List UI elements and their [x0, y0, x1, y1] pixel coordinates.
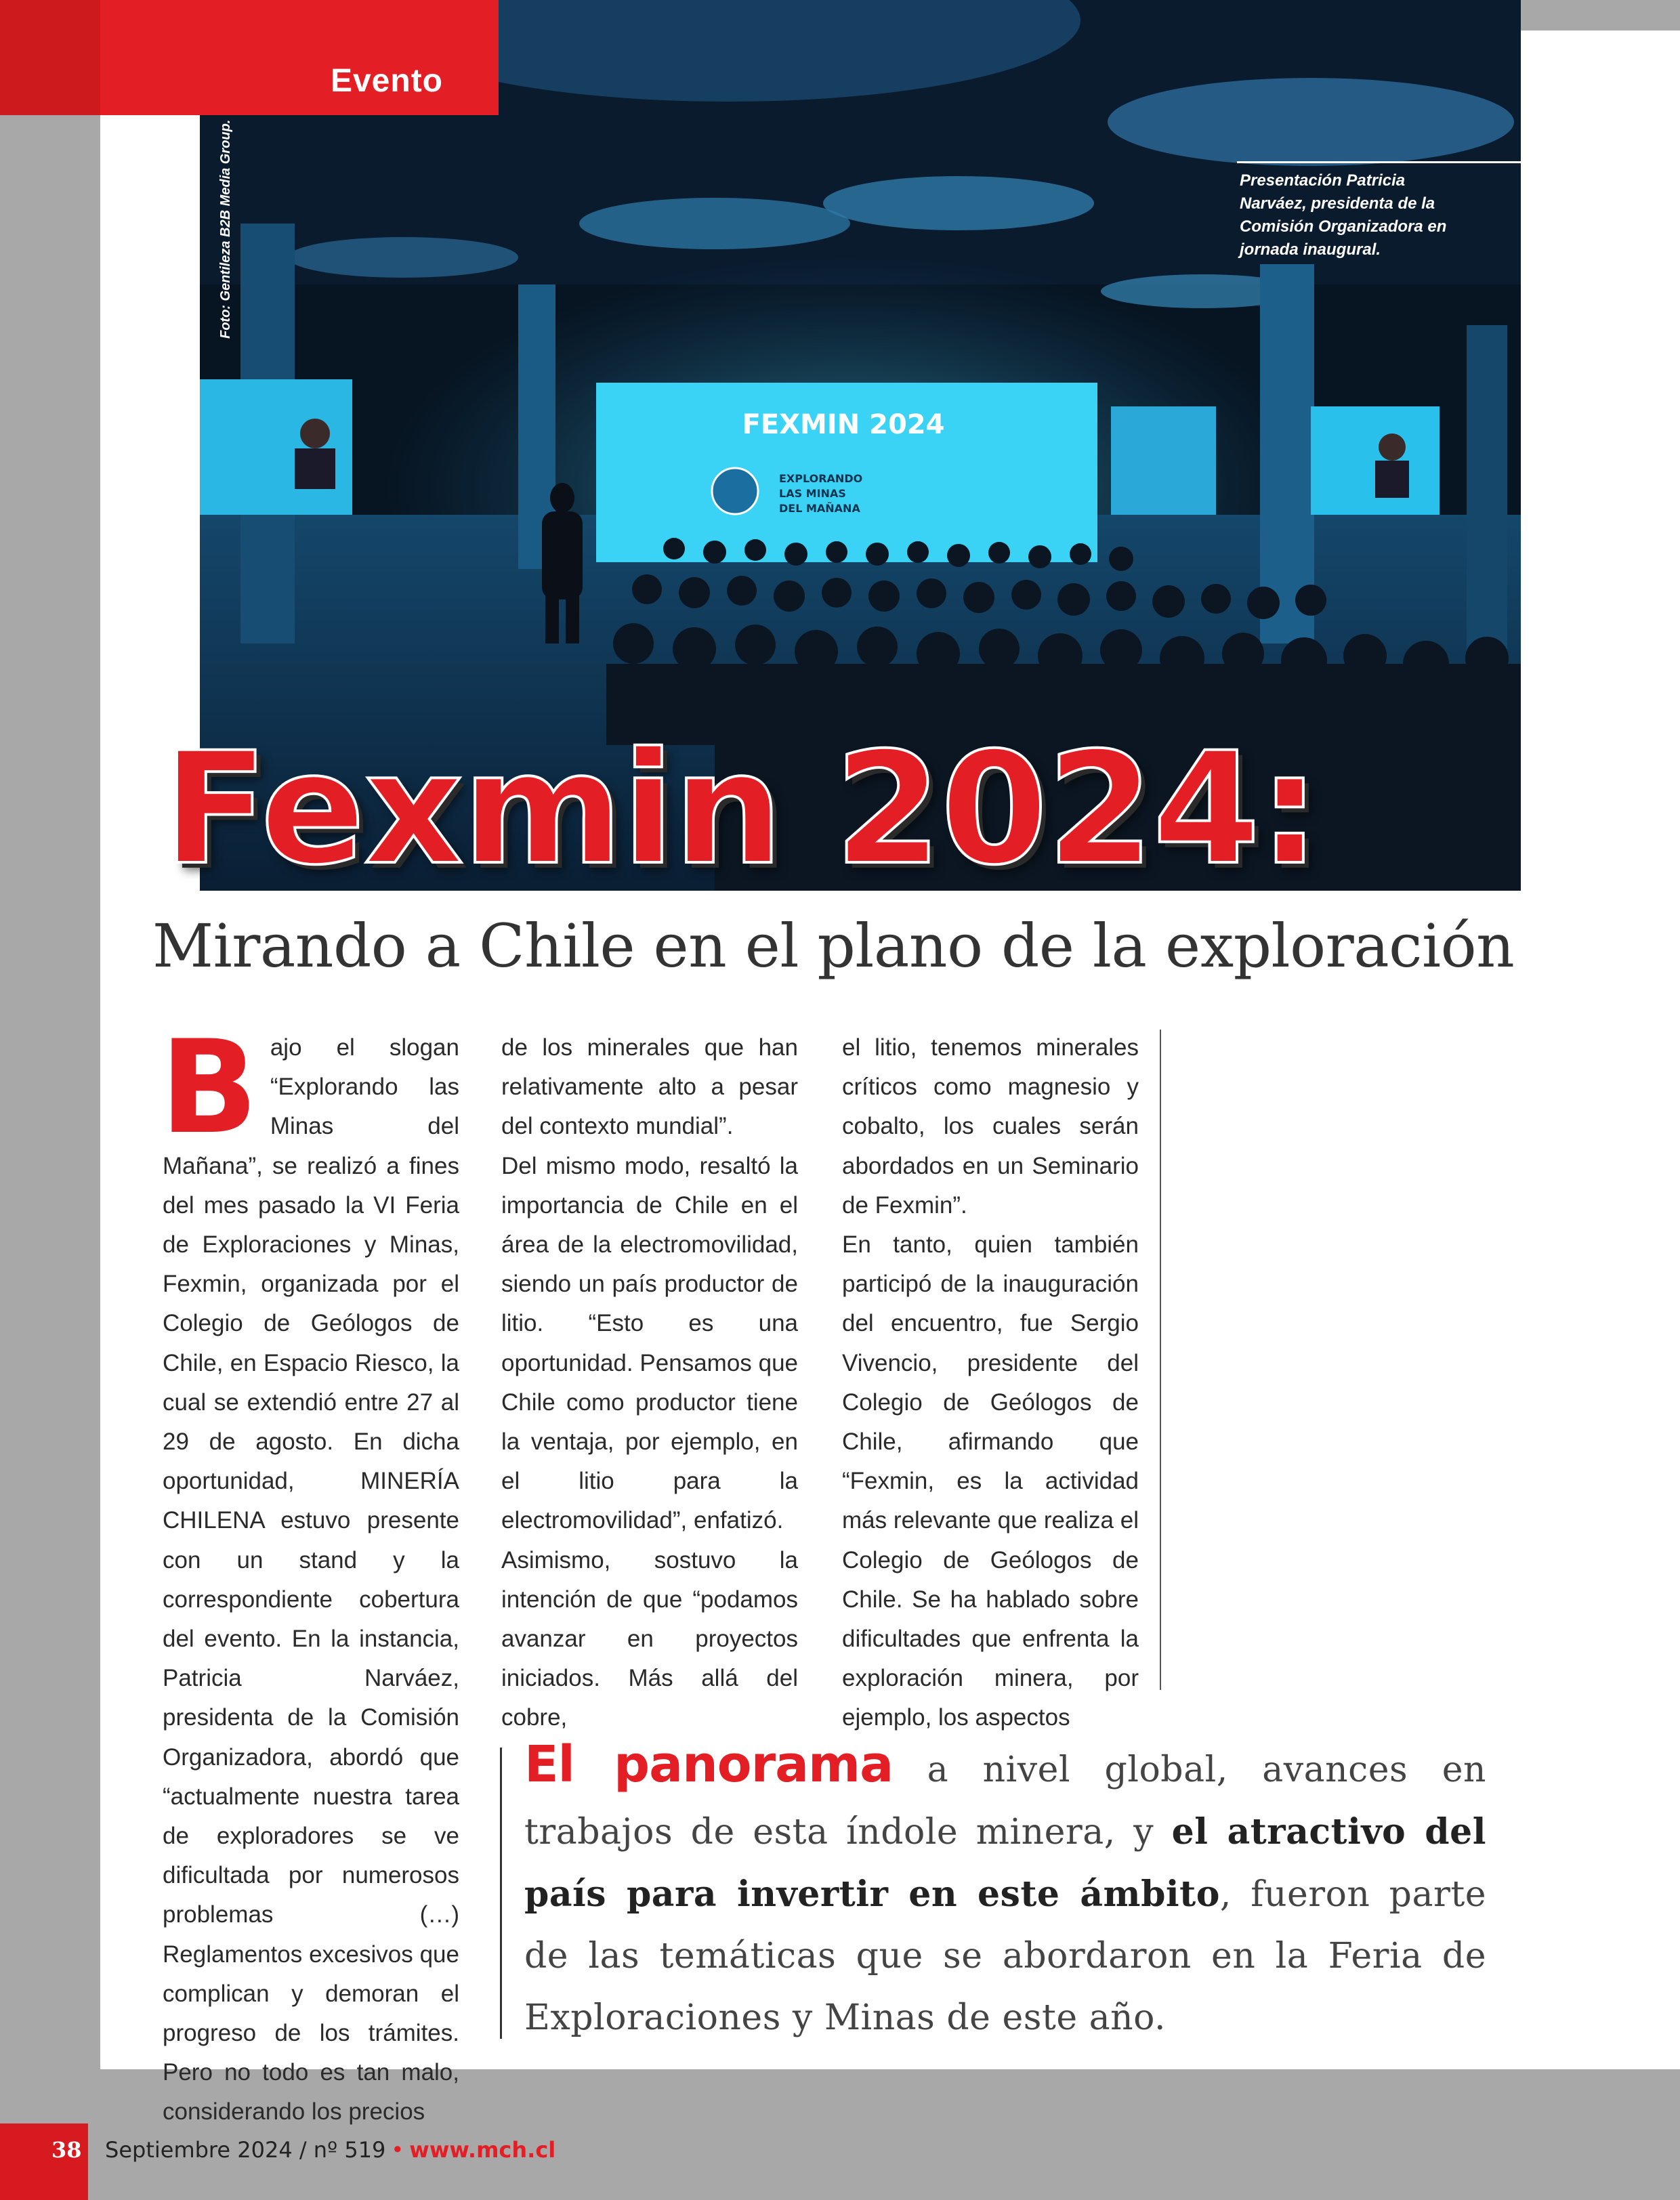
paragraph: Asimismo, sostuvo la intención de que “podamos avanzar en proyectos iniciados. Más allá del cobre, — [501, 1546, 798, 1731]
paragraph: el litio, tenemos minerales críticos como magnesio y cobalto, los cuales serán abordados en un Seminario de Fexmin”. — [842, 1034, 1139, 1219]
page-number: 38 — [51, 2137, 82, 2163]
paragraph: de los minerales que han relativamente alto a pesar del contexto mundial”. — [501, 1034, 798, 1140]
ceiling-dome — [288, 237, 518, 278]
ceiling-dome — [579, 198, 850, 249]
ceiling-dome — [1108, 78, 1514, 166]
paragraph: ajo el slogan “Explorando las Minas del Mañana”, se realizó a fines del mes pasado la VI Feria de Exploraciones y Minas, Fexmin, organizada por el Colegio de Geólogos de Chile, en Espacio Riesco, la cual se extendió entre 27 al 29 de agosto. En dicha oportunidad, MINERÍA CHILENA estuvo presente con un stand y la correspondiente cobertura del evento. En la instancia, Patricia Narváez, presidenta de la Comisión Organizadora, abordó que “actualmente nuestra tarea de exploradores se ve dificultada por numerosos problemas (…) Reglamentos excesivos que complican y demoran el progreso de los trámites. Pero no todo es tan malo, considerando los precios — [163, 1034, 459, 2125]
paragraph: Del mismo modo, resaltó la importancia de Chile en el área de la electromovilidad, siendo un país productor de litio. “Esto es una oportunidad. Pensamos que Chile como productor tiene la ventaja, por ejemplo, en el litio para la electromovilidad”, enfatizó. — [501, 1152, 798, 1534]
caption-rule — [1237, 161, 1521, 163]
pull-quote — [524, 1734, 1486, 2049]
footer — [105, 2137, 555, 2163]
side-screen-right-inner — [1111, 406, 1216, 515]
left-color-band — [0, 0, 100, 115]
pullquote-bold: el atractivo del país para invertir en este ámbito — [524, 1811, 1486, 1915]
screen-slogan-line: DEL MAÑANA — [779, 502, 860, 515]
column-divider — [1160, 1030, 1161, 1690]
drop-cap: B — [160, 1013, 258, 1162]
issue-info: Septiembre 2024 / nº 519 — [105, 2137, 386, 2163]
side-screen-left — [200, 379, 352, 515]
photo-credit: Foto: Gentileza B2B Media Group. — [218, 119, 233, 339]
text-column-3 — [842, 1028, 1139, 1738]
photo-caption: Presentación Patricia Narváez, presidenta de la Comisión Organizadora en jornada inaugural. — [1240, 171, 1447, 259]
pullquote-text: a nivel global, avances en trabajos de esta índole minera, y — [524, 1750, 1486, 1853]
screen-title: FEXMIN 2024 — [742, 409, 945, 440]
paragraph: En tanto, quien también participó de la inauguración del encuentro, fue Sergio Vivencio, presidente del Colegio de Geólogos de Chile, afirmando que “Fexmin, es la actividad más relevante que realiza el Colegio de Geólogos de Chile. Se ha hablado sobre dificultades que enfrenta la exploración minera, por ejemplo, los aspectos — [842, 1231, 1139, 1731]
article-subtitle: Mirando a Chile en el plano de la exploración — [152, 911, 1515, 981]
screen-slogan-line: LAS MINAS — [779, 487, 846, 500]
text-column-2 — [501, 1028, 798, 1738]
pullquote-text: , fueron parte de las temáticas que se abordaron en la Feria de Exploraciones y Minas de este año. — [524, 1874, 1486, 2038]
screen-logo — [712, 468, 758, 514]
pullquote-lead: El panorama — [524, 1735, 894, 1794]
text-column-1 — [160, 1013, 459, 2125]
bullet-icon: • — [391, 2137, 404, 2163]
column — [1467, 325, 1507, 664]
section-tab — [100, 0, 499, 115]
ceiling-dome — [823, 176, 1094, 230]
article-title: Fexmin 2024: — [163, 719, 1320, 899]
section-label: Evento — [330, 63, 443, 99]
pullquote-rule — [500, 1748, 502, 2039]
footer-url[interactable]: www.mch.cl — [409, 2137, 556, 2163]
screen-slogan-line: EXPLORANDO — [779, 472, 863, 485]
